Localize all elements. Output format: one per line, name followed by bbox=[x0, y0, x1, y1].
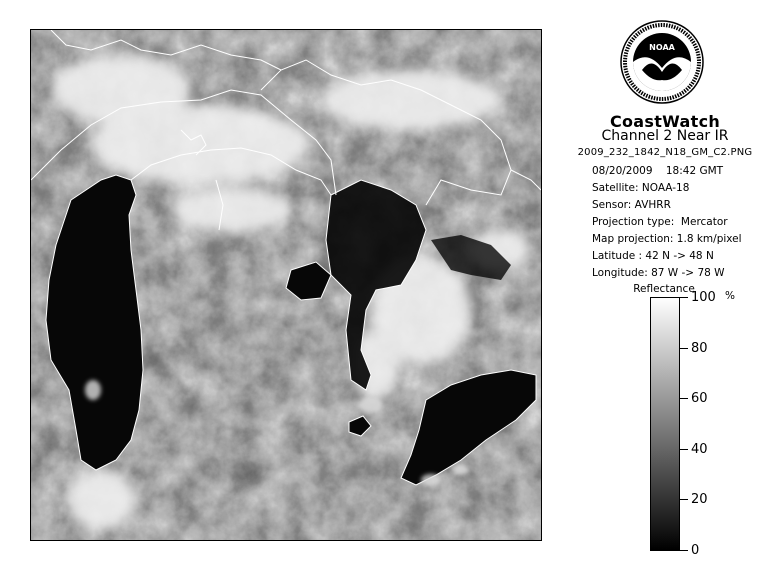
latitude-label: Latitude : 42 N -> 48 N bbox=[592, 250, 714, 262]
colorbar-tick bbox=[680, 449, 688, 450]
colorbar-title: Reflectance bbox=[633, 283, 695, 295]
colorbar-tick bbox=[680, 348, 688, 349]
colorbar-tick-label: 40 bbox=[691, 441, 708, 457]
colorbar-unit: % bbox=[725, 290, 735, 302]
channel-label: Channel 2 Near IR bbox=[601, 128, 729, 144]
logo-wordmark: NOAA bbox=[649, 43, 675, 52]
noaa-logo bbox=[620, 20, 704, 104]
image-filename: 2009_232_1842_N18_GM_C2.PNG bbox=[577, 147, 753, 158]
colorbar-tick-label: 80 bbox=[691, 340, 708, 356]
brand-title: CoastWatch bbox=[609, 112, 721, 131]
image-datetime: 08/20/2009 18:42 GMT bbox=[592, 165, 724, 177]
info-panel bbox=[560, 0, 782, 572]
colorbar-tick-label: 20 bbox=[691, 492, 708, 508]
colorbar-tick-label: 100 bbox=[691, 290, 716, 305]
longitude-label: Longitude: 87 W -> 78 W bbox=[592, 267, 725, 279]
map-projection-label: Map projection: 1.8 km/pixel bbox=[592, 233, 742, 245]
colorbar bbox=[650, 297, 680, 551]
satellite-label: Satellite: NOAA-18 bbox=[592, 182, 690, 194]
sensor-label: Sensor: AVHRR bbox=[592, 199, 671, 211]
colorbar-tick bbox=[680, 499, 688, 500]
colorbar-tick bbox=[680, 550, 688, 551]
colorbar-tick bbox=[680, 398, 688, 399]
colorbar-tick-label: 60 bbox=[691, 391, 708, 407]
projection-type-label: Projection type: Mercator bbox=[592, 216, 728, 228]
colorbar-tick-label: 0 bbox=[691, 543, 700, 558]
colorbar-tick bbox=[680, 297, 688, 298]
satellite-image bbox=[30, 29, 542, 541]
